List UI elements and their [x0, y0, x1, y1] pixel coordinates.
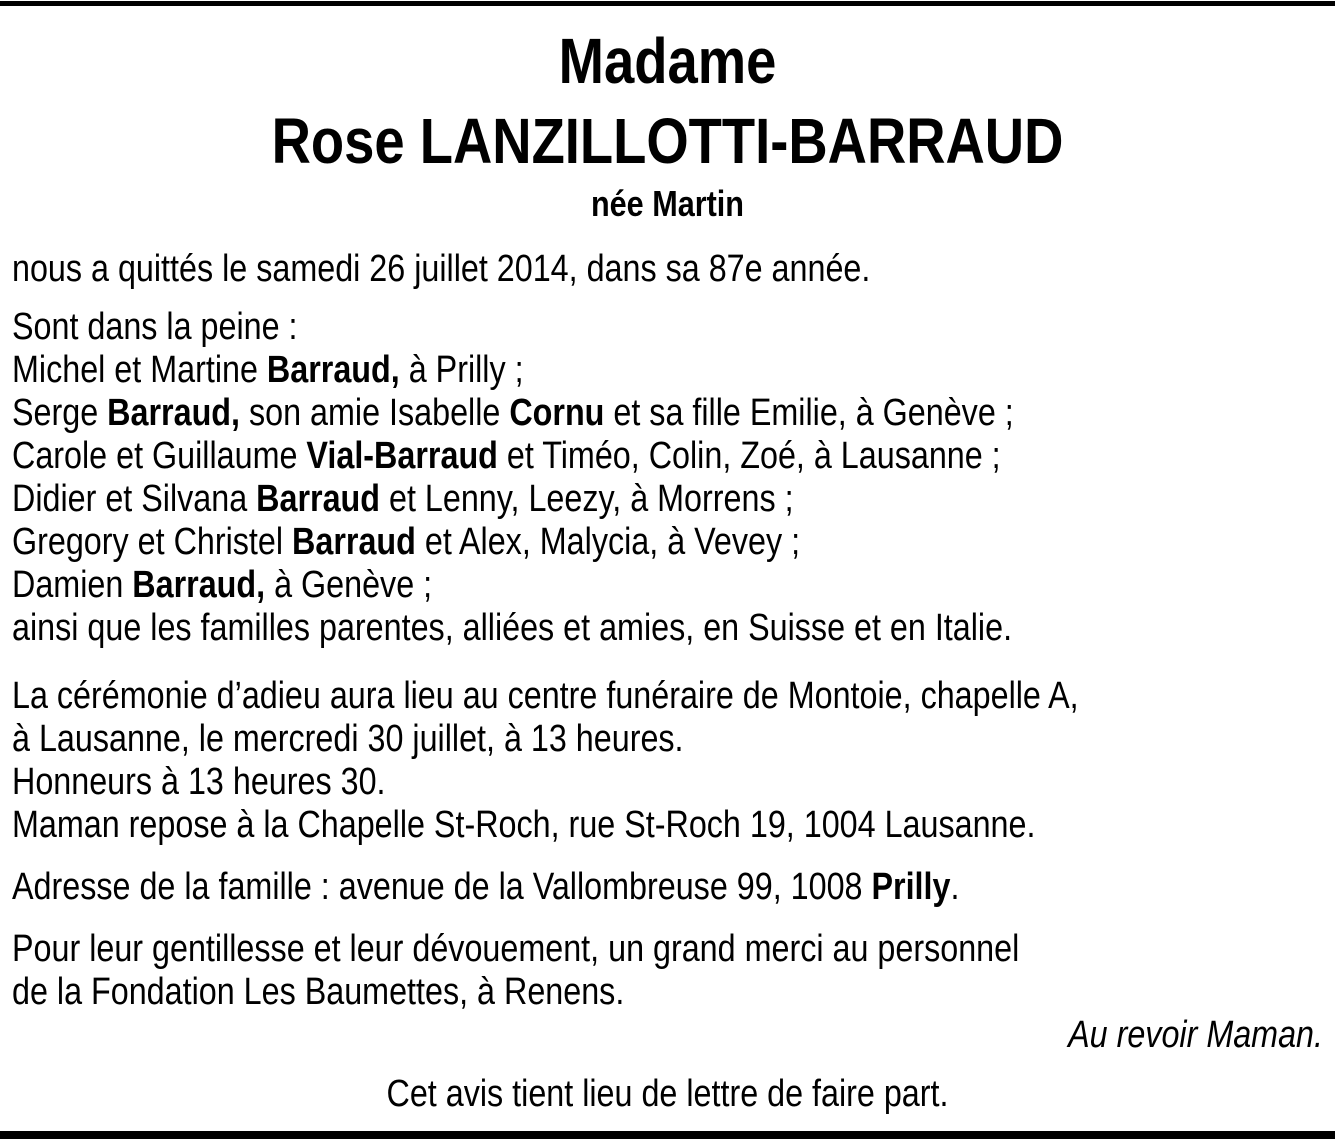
family-line-2: Serge Barraud, son amie Isabelle Cornu et sa fille Emilie, à Genève ; — [12, 392, 1014, 434]
thanks-paragraph — [12, 928, 1323, 1014]
ceremony-line-3: Honneurs à 13 heures 30. — [12, 761, 386, 803]
ceremony-paragraph — [12, 675, 1323, 847]
family-line-3: Carole et Guillaume Vial-Barraud et Timéo, Colin, Zoé, à Lausanne ; — [12, 435, 1001, 477]
thanks-line-1: Pour leur gentillesse et leur dévouement, un grand merci au personnel — [12, 928, 1020, 970]
family-closing-line: ainsi que les familles parentes, alliées et amies, en Suisse et en Italie. — [12, 607, 1013, 649]
family-line-4: Didier et Silvana Barraud et Lenny, Leezy, à Morrens ; — [12, 478, 794, 520]
top-rule — [0, 1, 1335, 6]
mourning-heading: Sont dans la peine : — [12, 306, 298, 348]
address-paragraph — [12, 866, 1323, 909]
ceremony-line-2: à Lausanne, le mercredi 30 juillet, à 13 heures. — [12, 718, 684, 760]
family-line-1: Michel et Martine Barraud, à Prilly ; — [12, 349, 524, 391]
deceased-name: Rose LANZILLOTTI-BARRAUD — [271, 105, 1064, 177]
salutation: Madame — [558, 25, 777, 97]
mourners-paragraph — [12, 306, 1323, 650]
ceremony-line-1: La cérémonie d’adieu aura lieu au centre funéraire de Montoie, chapelle A, — [12, 675, 1079, 717]
ceremony-line-4: Maman repose à la Chapelle St-Roch, rue St-Roch 19, 1004 Lausanne. — [12, 804, 1036, 846]
family-line-6: Damien Barraud, à Genève ; — [12, 564, 433, 606]
family-address-line: Adresse de la famille : avenue de la Vallombreuse 99, 1008 Prilly. — [12, 866, 960, 908]
farewell-paragraph — [12, 1014, 1323, 1057]
maiden-name: née Martin — [590, 183, 745, 224]
thanks-line-2: de la Fondation Les Baumettes, à Renens. — [12, 971, 625, 1013]
intro-line: nous a quittés le samedi 26 juillet 2014, dans sa 87e année. — [12, 248, 871, 290]
footer-line: Cet avis tient lieu de lettre de faire part. — [386, 1073, 949, 1115]
family-line-5: Gregory et Christel Barraud et Alex, Malycia, à Vevey ; — [12, 521, 801, 563]
farewell-line: Au revoir Maman. — [1068, 1014, 1323, 1056]
intro-paragraph — [12, 248, 1323, 291]
footer-paragraph — [12, 1073, 1323, 1116]
bottom-rule — [0, 1131, 1335, 1139]
